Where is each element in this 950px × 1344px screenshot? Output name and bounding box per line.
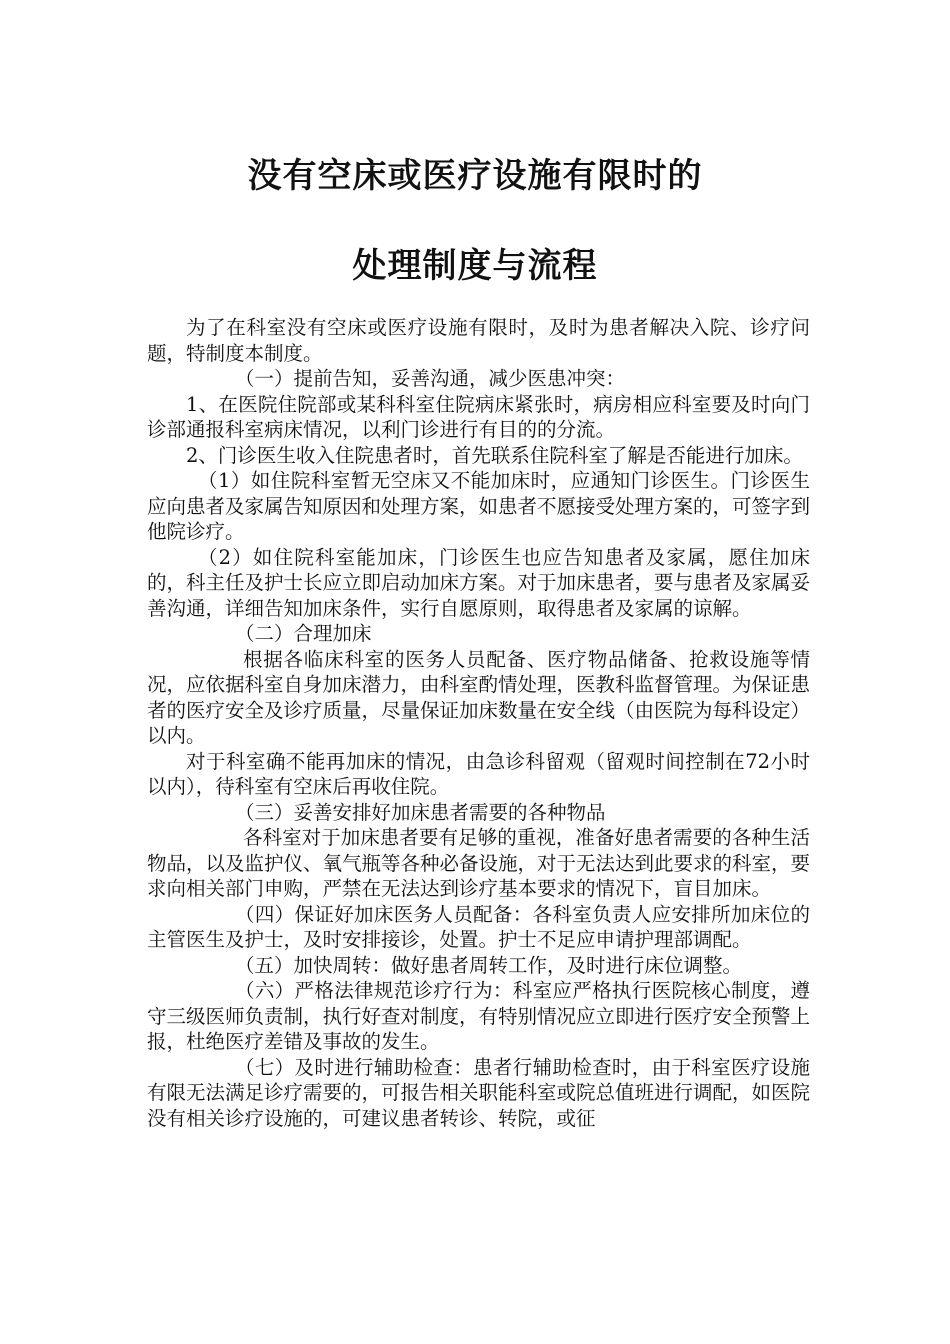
section-1-subitem-1: （1）如住院科室暂无空床又不能加床时，应通知门诊医生。门诊医生应向患者及家属告知原因和处理方案，如患者不愿接受处理方案的，可签字到他院诊疗。: [147, 469, 811, 543]
section-2-paragraph-2: 对于科室确不能再加床的情况，由急诊科留观（留观时间控制在72小时以内），待科室有空床后再收住院。: [147, 749, 810, 798]
section-5-paragraph: （五）加快周转：做好患者周转工作，及时进行床位调整。: [235, 953, 743, 977]
section-1-subitem-2: （2）如住院科室能加床，门诊医生也应告知患者及家属，愿住加床的，科主任及护士长应立即启动加床方案。对于加床患者，要与患者及家属妥善沟通，详细告知加床条件，实行自愿原则，取得患者及家属的谅解。: [147, 545, 811, 620]
section-2-paragraph-1: 根据各临床科室的医务人员配备、医疗物品储备、抢救设施等情况，应依据科室自身加床潜力，由科室酌情处理，医教科监督管理。为保证患者的医疗安全及诊疗质量，尽量保证加床数量在安全线（由医院为每科设定）以内。: [147, 647, 811, 747]
document-title-line-2: 处理制度与流程: [352, 246, 598, 286]
section-4-paragraph: （四）保证好加床医务人员配备：各科室负责人应安排所加床位的主管医生及护士，及时安排接诊，处置。护士不足应申请护理部调配。: [147, 902, 810, 951]
section-7-paragraph: （七）及时进行辅助检查：患者行辅助检查时，由于科室医疗设施有限无法满足诊疗需要的，可报告相关职能科室或院总值班进行调配，如医院没有相关诊疗设施的，可建议患者转诊、转院，或征: [147, 1055, 811, 1130]
section-3-paragraph: 各科室对于加床患者要有足够的重视，准备好患者需要的各种生活物品，以及监护仪、氧气瓶等各种必备设施，对于无法达到此要求的科室，要求向相关部门申购，严禁在无法达到诊疗基本要求的情况下，盲目加床。: [147, 826, 811, 900]
section-1-item-1: 1、在医院住院部或某科科室住院病床紧张时，病房相应科室要及时向门诊部通报科室病床情况，以利门诊进行有目的的分流。: [147, 392, 810, 441]
section-1-item-2: 2、门诊医生收入住院患者时，首先联系住院科室了解是否能进行加床。: [186, 443, 803, 467]
document-title-line-1: 没有空床或医疗设施有限时的: [247, 156, 703, 196]
section-3-heading: （三）妥善安排好加床患者需要的各种物品: [235, 800, 606, 824]
section-1-heading: （一）提前告知，妥善沟通，减少医患冲突：: [235, 367, 626, 390]
section-6-paragraph: （六）严格法律规范诊疗行为：科室应严格执行医院核心制度，遵守三级医师负责制，执行好查对制度，有特别情况应立即进行医疗安全预警上报，杜绝医疗差错及事故的发生。: [147, 979, 811, 1053]
intro-paragraph: 为了在科室没有空床或医疗设施有限时，及时为患者解决入院、诊疗问题，特制度本制度。: [147, 316, 810, 365]
section-2-heading: （二）合理加床: [235, 622, 372, 645]
document-body: [147, 315, 810, 1131]
